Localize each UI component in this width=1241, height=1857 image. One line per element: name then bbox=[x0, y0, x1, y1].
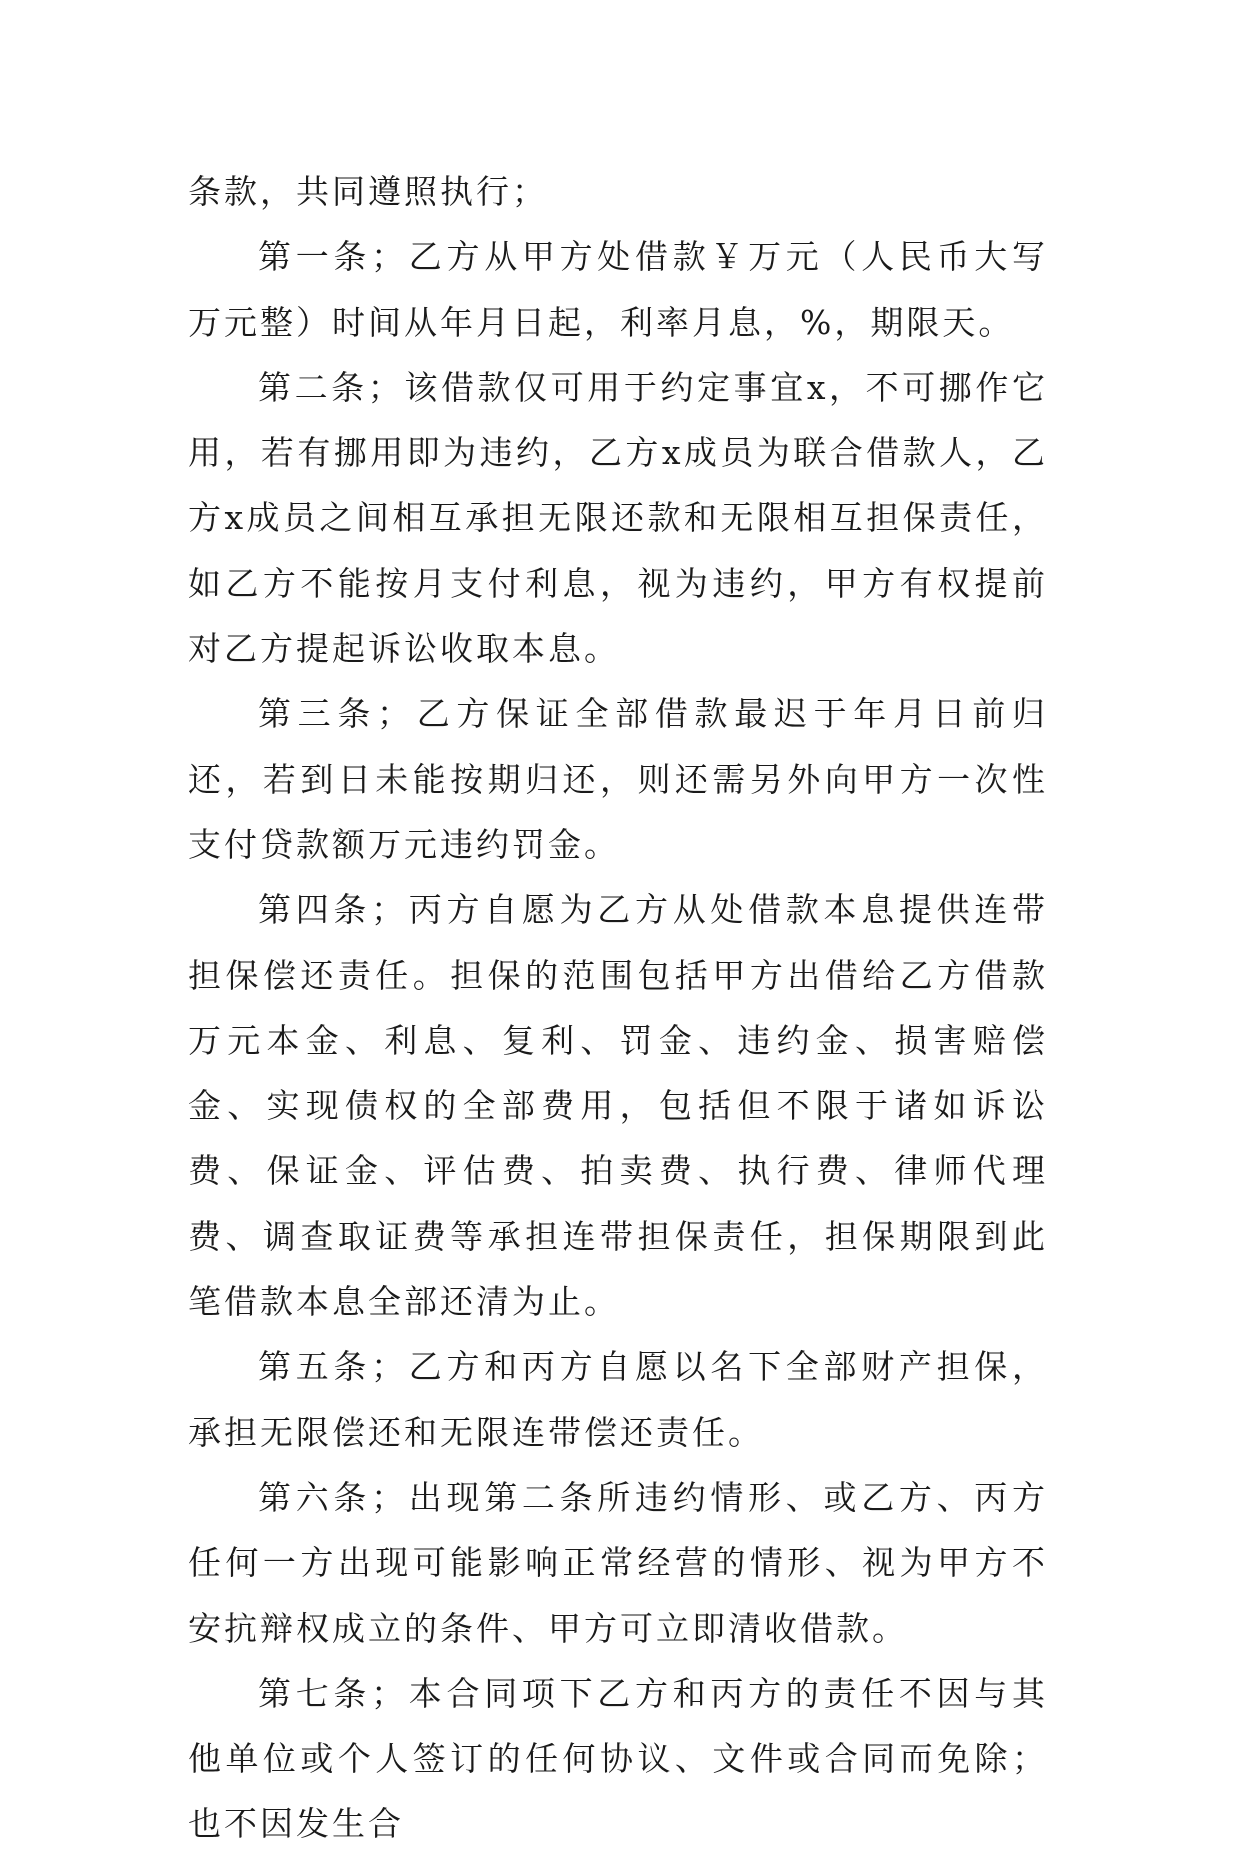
paragraph-article-4: 第四条；丙方自愿为乙方从处借款本息提供连带担保偿还责任。担保的范围包括甲方出借给乙方借款万元本金、利息、复利、罚金、违约金、损害赔偿金、实现债权的全部费用，包括但不限于诸如诉讼费、保证金、评估费、拍卖费、执行费、律师代理费、调查取证费等承担连带担保责任，担保期限到此笔借款本息全部还清为止。 bbox=[188, 890, 1048, 1322]
paragraph-article-7: 第七条；本合同项下乙方和丙方的责任不因与其他单位或个人签订的任何协议、文件或合同而免除；也不因发生合 bbox=[188, 1673, 1048, 1844]
paragraph-article-2: 第二条；该借款仅可用于约定事宜x，不可挪作它用，若有挪用即为违约，乙方x成员为联合借款人，乙方x成员之间相互承担无限还款和无限相互担保责任，如乙方不能按月支付利息，视为违约，甲方有权提前对乙方提起诉讼收取本息。 bbox=[188, 367, 1048, 669]
document-body bbox=[188, 159, 1048, 1857]
paragraph-article-6: 第六条；出现第二条所违约情形、或乙方、丙方任何一方出现可能影响正常经营的情形、视为甲方不安抗辩权成立的条件、甲方可立即清收借款。 bbox=[188, 1477, 1048, 1648]
paragraph-preamble-end: 条款，共同遵照执行； bbox=[188, 172, 548, 211]
paragraph-article-1: 第一条；乙方从甲方处借款￥万元（人民币大写万元整）时间从年月日起，利率月息，%，期限天。 bbox=[188, 237, 1048, 342]
paragraph-article-5: 第五条；乙方和丙方自愿以名下全部财产担保，承担无限偿还和无限连带偿还责任。 bbox=[188, 1347, 1048, 1452]
paragraph-article-3: 第三条；乙方保证全部借款最迟于年月日前归还，若到日未能按期归还，则还需另外向甲方一次性支付贷款额万元违约罚金。 bbox=[188, 694, 1048, 864]
